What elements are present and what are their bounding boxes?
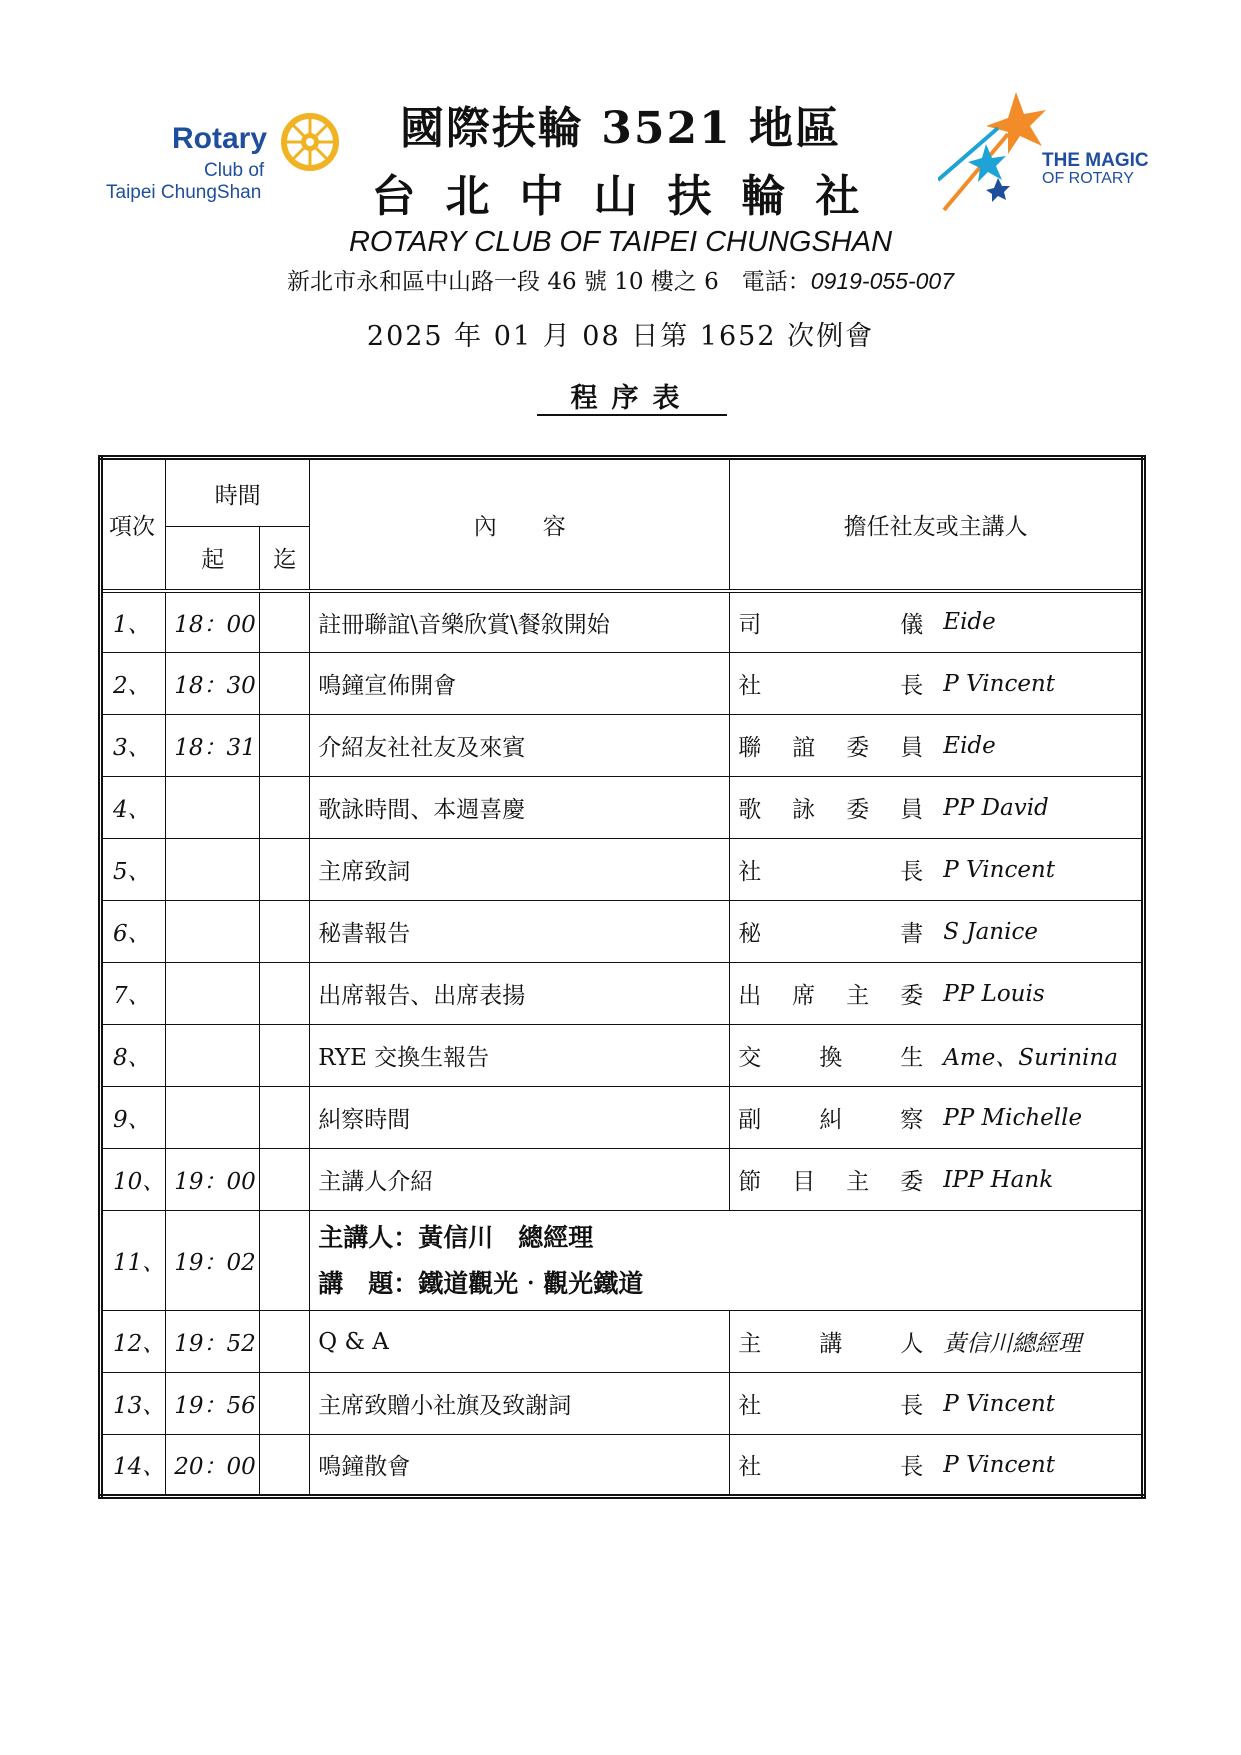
role-title [738, 1387, 943, 1420]
row-start: 19：52 [166, 1311, 260, 1373]
person-name: Eide [943, 732, 996, 759]
row-no: 13、 [101, 1373, 166, 1435]
role-char: 長 [900, 673, 924, 699]
row-start: 18：30 [166, 653, 260, 715]
logo-club-name: Taipei ChungShan [106, 182, 262, 203]
program-table [98, 455, 1146, 1499]
row-no: 2、 [101, 653, 166, 715]
row-start: 19：02 [166, 1211, 260, 1311]
row-no: 6、 [101, 901, 166, 963]
role-char: 委 [846, 797, 870, 823]
role-char: 司 [738, 611, 762, 638]
role-char: 目 [792, 1169, 816, 1195]
row-person [730, 1311, 1144, 1373]
role-char: 員 [900, 797, 924, 823]
row-person [730, 1087, 1144, 1149]
row-content: RYE 交換生報告 [310, 1025, 730, 1087]
row-person [730, 1435, 1144, 1497]
table-row [101, 777, 1144, 839]
person-name: P Vincent [943, 670, 1055, 697]
role-title [738, 1448, 943, 1481]
row-start: 19：56 [166, 1373, 260, 1435]
role-char: 委 [846, 735, 870, 761]
role-char: 儀 [900, 611, 924, 638]
row-start: 19：00 [166, 1149, 260, 1211]
role-char: 交 [738, 1045, 762, 1071]
row-person [730, 777, 1144, 839]
table-row [101, 839, 1144, 901]
person-name: 黃信川總經理 [943, 1331, 1082, 1357]
role-char: 社 [738, 1454, 762, 1480]
row-content: 主講人介紹 [310, 1149, 730, 1211]
role-char: 社 [738, 673, 762, 699]
person-name: Eide [943, 609, 996, 636]
row-no: 8、 [101, 1025, 166, 1087]
role-char: 秘 [738, 921, 762, 947]
person-name: PP Louis [943, 980, 1045, 1007]
row-end [260, 901, 310, 963]
club-address [0, 263, 1241, 296]
logo-club-of: Club of [204, 160, 265, 181]
role-char: 出 [738, 983, 762, 1009]
role-title [738, 729, 943, 762]
role-char: 主 [738, 1331, 762, 1357]
header-start: 起 [166, 527, 260, 591]
role-char: 長 [900, 859, 924, 885]
row-no: 10、 [101, 1149, 166, 1211]
row-content: 鳴鐘散會 [310, 1435, 730, 1497]
role-char: 員 [900, 735, 924, 761]
club-english-title: ROTARY CLUB OF TAIPEI CHUNGSHAN [348, 226, 893, 258]
row-start [166, 901, 260, 963]
role-char: 糾 [819, 1107, 843, 1133]
role-char: 主 [846, 983, 870, 1009]
role-title [738, 606, 943, 639]
table-row [101, 591, 1144, 653]
role-title [738, 1101, 943, 1134]
speaker-name: 主講人：黃信川 總經理 [318, 1222, 594, 1252]
role-char: 社 [738, 859, 762, 885]
person-name: P Vincent [943, 1451, 1055, 1478]
role-char: 詠 [792, 797, 816, 823]
person-name: IPP Hank [943, 1166, 1054, 1193]
row-person [730, 653, 1144, 715]
row-person [730, 901, 1144, 963]
row-person [730, 591, 1144, 653]
person-name: S Janice [943, 918, 1038, 945]
row-end [260, 963, 310, 1025]
header-person: 擔任社友或主講人 [730, 458, 1144, 591]
person-name: PP David [943, 794, 1049, 821]
phone-number: 0919-055-007 [810, 268, 954, 294]
row-content: Q & A [310, 1311, 730, 1373]
meeting-date: 2025 年 01 月 08 日第 1652 次例會 [366, 321, 875, 352]
speaker-topic: 講 題：鐵道觀光‧觀光鐵道 [318, 1268, 644, 1298]
row-content: 糾察時間 [310, 1087, 730, 1149]
logo-magic-line1: THE MAGIC [1042, 150, 1149, 171]
table-row [101, 653, 1144, 715]
person-name: PP Michelle [943, 1104, 1083, 1131]
logo-magic-line2: OF ROTARY [1042, 170, 1134, 187]
row-content: 秘書報告 [310, 901, 730, 963]
person-name: Ame、Surinina [943, 1045, 1118, 1071]
role-title [738, 1039, 943, 1072]
row-content: 介紹友社社友及來賓 [310, 715, 730, 777]
person-name: P Vincent [943, 856, 1055, 883]
header-time: 時間 [166, 458, 310, 527]
row-end [260, 591, 310, 653]
row-end [260, 839, 310, 901]
role-char: 書 [900, 921, 924, 947]
role-char: 長 [900, 1454, 924, 1480]
role-char: 副 [738, 1107, 762, 1133]
role-char: 生 [900, 1045, 924, 1071]
role-char: 換 [819, 1045, 843, 1071]
row-content: 鳴鐘宣佈開會 [310, 653, 730, 715]
role-char: 社 [738, 1393, 762, 1419]
row-start [166, 1025, 260, 1087]
role-title [738, 667, 943, 700]
district-title: 國際扶輪 3521 地區 [399, 103, 842, 154]
row-start [166, 1087, 260, 1149]
row-end [260, 777, 310, 839]
table-row [101, 963, 1144, 1025]
role-title [738, 977, 943, 1010]
role-char: 歌 [738, 797, 762, 823]
role-title [738, 853, 943, 886]
row-end [260, 653, 310, 715]
row-no: 11、 [101, 1211, 166, 1311]
table-row [101, 1435, 1144, 1497]
role-char: 聯 [738, 735, 762, 761]
role-char: 講 [819, 1331, 843, 1357]
row-person [730, 839, 1144, 901]
address-text: 新北市永和區中山路一段 46 號 10 樓之 6 電話： [287, 269, 811, 295]
row-end [260, 1311, 310, 1373]
row-person [730, 1373, 1144, 1435]
role-char: 主 [846, 1169, 870, 1195]
table-row [101, 901, 1144, 963]
role-char: 委 [900, 983, 924, 1009]
role-title [738, 791, 943, 824]
row-end [260, 1435, 310, 1497]
row-content: 出席報告、出席表揚 [310, 963, 730, 1025]
header-content: 內 容 [310, 458, 730, 591]
row-no: 1、 [101, 591, 166, 653]
table-row [101, 1311, 1144, 1373]
row-no: 14、 [101, 1435, 166, 1497]
row-person [730, 715, 1144, 777]
row-no: 3、 [101, 715, 166, 777]
role-char: 誼 [792, 735, 816, 761]
row-start [166, 963, 260, 1025]
role-title [738, 1163, 943, 1196]
row-no: 9、 [101, 1087, 166, 1149]
row-end [260, 1373, 310, 1435]
row-person [730, 963, 1144, 1025]
row-person [730, 1025, 1144, 1087]
row-no: 7、 [101, 963, 166, 1025]
row-start: 18：00 [166, 591, 260, 653]
header-end: 迄 [260, 527, 310, 591]
program-title: 程序表 [537, 384, 727, 416]
header-no: 項次 [101, 458, 166, 591]
row-end [260, 1025, 310, 1087]
role-title [738, 915, 943, 948]
role-char: 委 [900, 1169, 924, 1195]
club-title: 台北中山扶輪社 [371, 171, 890, 222]
row-end [260, 1087, 310, 1149]
role-char: 察 [900, 1107, 924, 1133]
row-end [260, 1211, 310, 1311]
row-start: 18：31 [166, 715, 260, 777]
row-content: 主席致詞 [310, 839, 730, 901]
person-name: P Vincent [943, 1390, 1055, 1417]
role-char: 節 [738, 1169, 762, 1195]
table-row [101, 1087, 1144, 1149]
table-row [101, 1149, 1144, 1211]
role-title [738, 1325, 943, 1358]
row-content: 歌詠時間、本週喜慶 [310, 777, 730, 839]
row-no: 12、 [101, 1311, 166, 1373]
role-char: 席 [792, 983, 816, 1009]
speaker-info [310, 1211, 1144, 1311]
row-content: 註冊聯誼\音樂欣賞\餐敘開始 [310, 591, 730, 653]
row-start [166, 839, 260, 901]
row-content: 主席致贈小社旗及致謝詞 [310, 1373, 730, 1435]
role-char: 人 [900, 1331, 924, 1357]
logo-rotary-word: Rotary [172, 122, 268, 155]
row-end [260, 1149, 310, 1211]
row-start: 20：00 [166, 1435, 260, 1497]
row-person [730, 1149, 1144, 1211]
table-row [101, 1025, 1144, 1087]
role-char: 長 [900, 1393, 924, 1419]
row-no: 5、 [101, 839, 166, 901]
row-start [166, 777, 260, 839]
row-end [260, 715, 310, 777]
table-row-speaker [101, 1211, 1144, 1311]
table-row [101, 1373, 1144, 1435]
table-row [101, 715, 1144, 777]
row-no: 4、 [101, 777, 166, 839]
